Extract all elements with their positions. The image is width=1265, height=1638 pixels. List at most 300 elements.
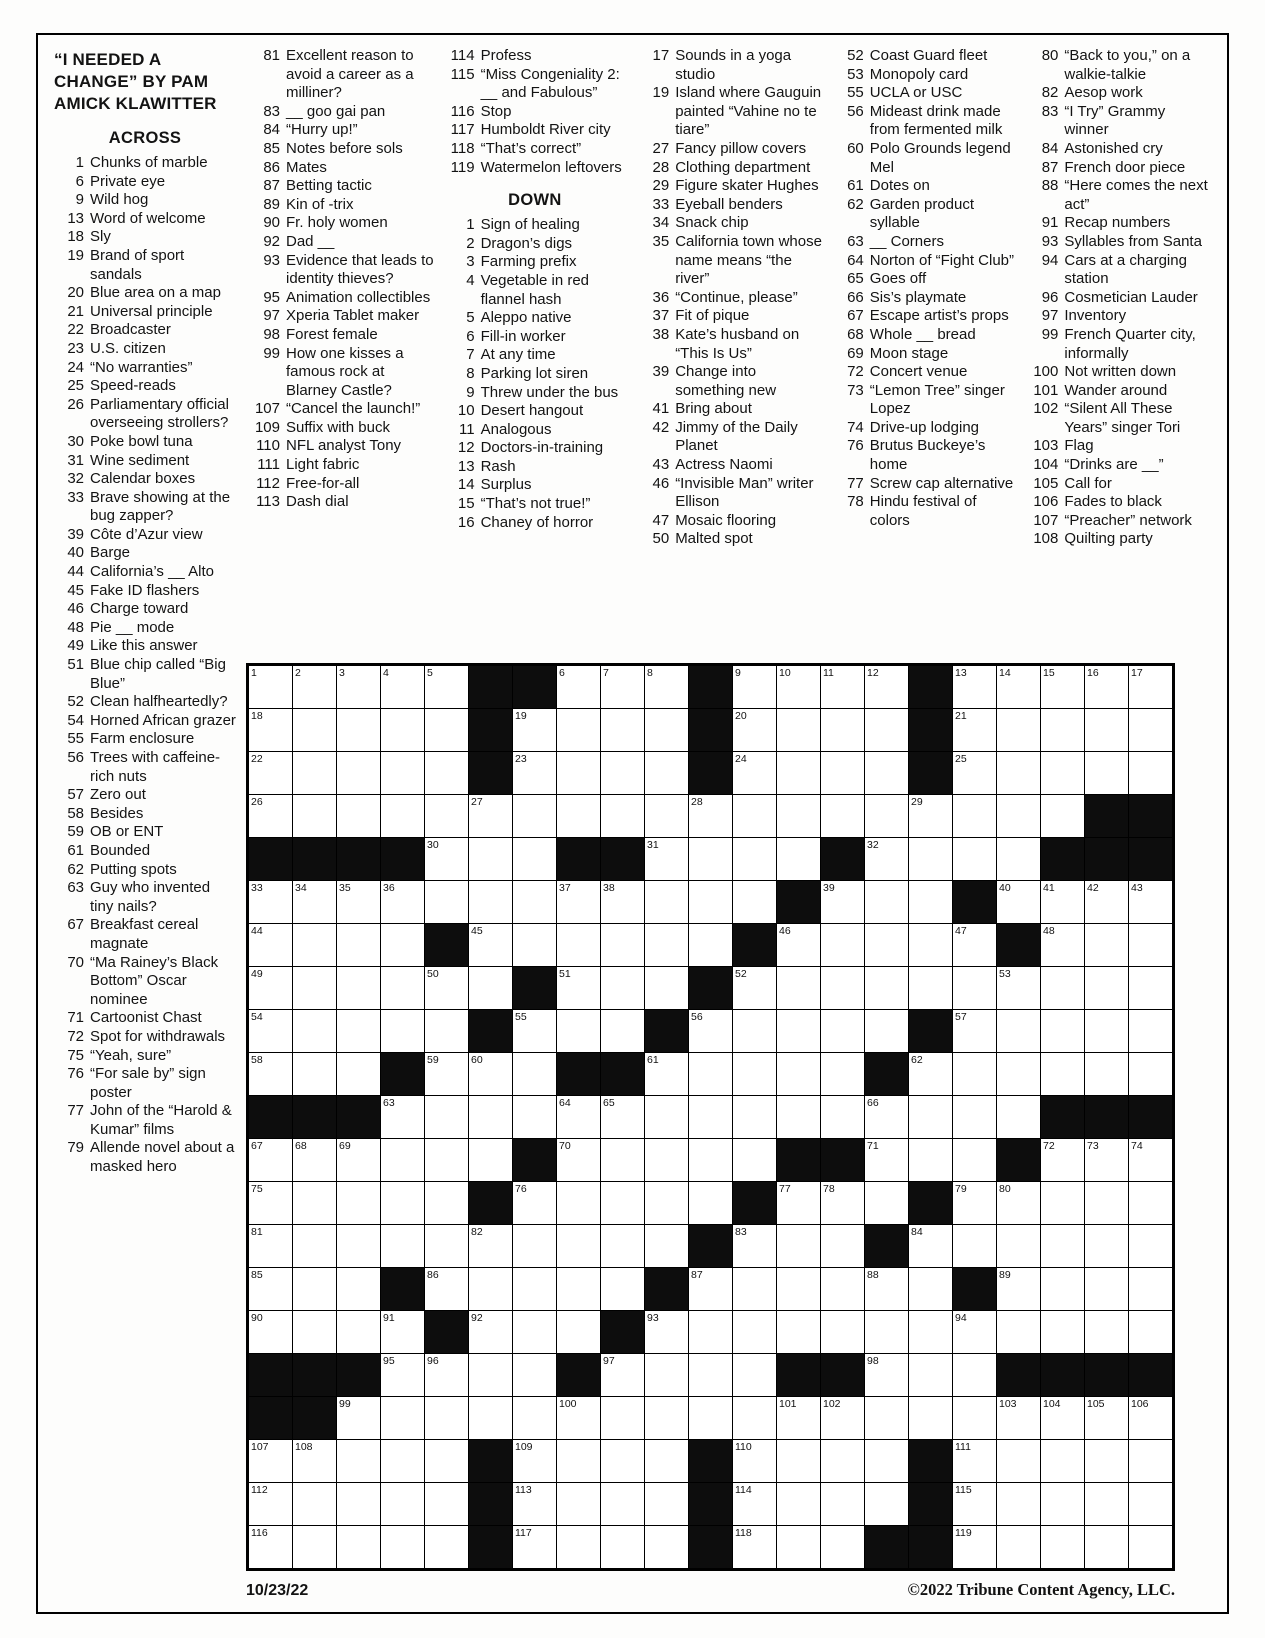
grid-cell[interactable] [601,967,644,1009]
grid-cell[interactable] [997,666,1040,708]
grid-cell[interactable] [865,1139,908,1181]
grid-cell[interactable] [425,1440,468,1482]
grid-cell[interactable] [1085,1182,1128,1224]
grid-cell[interactable] [777,709,820,751]
grid-cell[interactable] [953,1354,996,1396]
grid-cell[interactable] [865,1010,908,1052]
grid-cell[interactable] [293,881,336,923]
grid-cell[interactable] [997,1397,1040,1439]
grid-cell[interactable] [337,1225,380,1267]
grid-cell[interactable] [953,1526,996,1568]
grid-cell[interactable] [425,1010,468,1052]
grid-cell[interactable] [953,752,996,794]
grid-cell[interactable] [689,1139,732,1181]
grid-cell[interactable] [689,1010,732,1052]
grid-cell[interactable] [865,838,908,880]
grid-cell[interactable] [645,1526,688,1568]
grid-cell[interactable] [733,881,776,923]
grid-cell[interactable] [865,1354,908,1396]
grid-cell[interactable] [1085,709,1128,751]
grid-cell[interactable] [557,795,600,837]
grid-cell[interactable] [777,1010,820,1052]
grid-cell[interactable] [733,1440,776,1482]
grid-cell[interactable] [425,1268,468,1310]
grid-cell[interactable] [909,1354,952,1396]
grid-cell[interactable] [469,795,512,837]
grid-cell[interactable] [557,1311,600,1353]
grid-cell[interactable] [953,1139,996,1181]
grid-cell[interactable] [425,666,468,708]
grid-cell[interactable] [909,924,952,966]
grid-cell[interactable] [469,881,512,923]
grid-cell[interactable] [381,1010,424,1052]
grid-cell[interactable] [997,1483,1040,1525]
grid-cell[interactable] [777,1397,820,1439]
grid-cell[interactable] [953,838,996,880]
grid-cell[interactable] [1129,1182,1172,1224]
grid-cell[interactable] [865,709,908,751]
grid-cell[interactable] [381,924,424,966]
grid-cell[interactable] [1041,752,1084,794]
grid-cell[interactable] [865,752,908,794]
grid-cell[interactable] [1085,1483,1128,1525]
grid-cell[interactable] [513,1096,556,1138]
grid-cell[interactable] [645,1483,688,1525]
grid-cell[interactable] [777,1096,820,1138]
grid-cell[interactable] [425,795,468,837]
grid-cell[interactable] [645,795,688,837]
grid-cell[interactable] [1041,1139,1084,1181]
grid-cell[interactable] [997,1268,1040,1310]
grid-cell[interactable] [1041,881,1084,923]
grid-cell[interactable] [1041,1010,1084,1052]
grid-cell[interactable] [249,1010,292,1052]
grid-cell[interactable] [293,795,336,837]
grid-cell[interactable] [249,1053,292,1095]
grid-cell[interactable] [601,1010,644,1052]
grid-cell[interactable] [249,1440,292,1482]
grid-cell[interactable] [381,795,424,837]
grid-cell[interactable] [953,795,996,837]
grid-cell[interactable] [821,752,864,794]
grid-cell[interactable] [249,752,292,794]
grid-cell[interactable] [293,1053,336,1095]
grid-cell[interactable] [557,967,600,1009]
grid-cell[interactable] [557,1139,600,1181]
grid-cell[interactable] [1041,795,1084,837]
grid-cell[interactable] [1085,924,1128,966]
grid-cell[interactable] [997,1225,1040,1267]
grid-cell[interactable] [601,752,644,794]
grid-cell[interactable] [865,1397,908,1439]
grid-cell[interactable] [1129,924,1172,966]
grid-cell[interactable] [909,1268,952,1310]
grid-cell[interactable] [557,752,600,794]
grid-cell[interactable] [865,1440,908,1482]
grid-cell[interactable] [293,709,336,751]
grid-cell[interactable] [1129,1139,1172,1181]
grid-cell[interactable] [293,924,336,966]
grid-cell[interactable] [337,1440,380,1482]
grid-cell[interactable] [1041,666,1084,708]
grid-cell[interactable] [953,1010,996,1052]
grid-cell[interactable] [645,967,688,1009]
grid-cell[interactable] [337,881,380,923]
grid-cell[interactable] [953,1182,996,1224]
grid-cell[interactable] [557,709,600,751]
grid-cell[interactable] [821,967,864,1009]
grid-cell[interactable] [469,1096,512,1138]
grid-cell[interactable] [513,709,556,751]
grid-cell[interactable] [1129,1397,1172,1439]
grid-cell[interactable] [249,709,292,751]
grid-cell[interactable] [1085,1225,1128,1267]
grid-cell[interactable] [1041,1268,1084,1310]
grid-cell[interactable] [381,1483,424,1525]
grid-cell[interactable] [293,666,336,708]
grid-cell[interactable] [601,795,644,837]
grid-cell[interactable] [997,1182,1040,1224]
grid-cell[interactable] [733,1096,776,1138]
grid-cell[interactable] [953,709,996,751]
grid-cell[interactable] [557,1483,600,1525]
grid-cell[interactable] [293,1182,336,1224]
grid-cell[interactable] [601,1096,644,1138]
grid-cell[interactable] [689,1354,732,1396]
grid-cell[interactable] [821,1053,864,1095]
grid-cell[interactable] [249,1483,292,1525]
grid-cell[interactable] [381,1354,424,1396]
grid-cell[interactable] [381,1182,424,1224]
grid-cell[interactable] [513,1483,556,1525]
grid-cell[interactable] [1041,709,1084,751]
grid-cell[interactable] [821,1010,864,1052]
grid-cell[interactable] [337,1010,380,1052]
grid-cell[interactable] [865,1182,908,1224]
grid-cell[interactable] [645,1225,688,1267]
grid-cell[interactable] [337,967,380,1009]
grid-cell[interactable] [293,1440,336,1482]
grid-cell[interactable] [645,838,688,880]
grid-cell[interactable] [557,1225,600,1267]
grid-cell[interactable] [337,709,380,751]
grid-cell[interactable] [601,1354,644,1396]
grid-cell[interactable] [337,1397,380,1439]
grid-cell[interactable] [733,1397,776,1439]
grid-cell[interactable] [381,1311,424,1353]
grid-cell[interactable] [777,1483,820,1525]
grid-cell[interactable] [953,967,996,1009]
grid-cell[interactable] [777,1225,820,1267]
grid-cell[interactable] [381,1225,424,1267]
grid-cell[interactable] [557,1010,600,1052]
grid-cell[interactable] [645,752,688,794]
grid-cell[interactable] [909,838,952,880]
grid-cell[interactable] [645,1311,688,1353]
grid-cell[interactable] [513,1397,556,1439]
grid-cell[interactable] [337,1483,380,1525]
grid-cell[interactable] [337,1311,380,1353]
grid-cell[interactable] [1085,1440,1128,1482]
grid-cell[interactable] [909,1053,952,1095]
grid-cell[interactable] [337,752,380,794]
grid-cell[interactable] [513,795,556,837]
grid-cell[interactable] [733,1010,776,1052]
grid-cell[interactable] [425,1182,468,1224]
grid-cell[interactable] [689,1053,732,1095]
grid-cell[interactable] [1085,752,1128,794]
grid-cell[interactable] [777,1526,820,1568]
grid-cell[interactable] [337,924,380,966]
grid-cell[interactable] [1129,967,1172,1009]
grid-cell[interactable] [1085,1139,1128,1181]
grid-cell[interactable] [777,1268,820,1310]
grid-cell[interactable] [1041,1483,1084,1525]
grid-cell[interactable] [601,1225,644,1267]
grid-cell[interactable] [777,666,820,708]
grid-cell[interactable] [909,1139,952,1181]
grid-cell[interactable] [469,924,512,966]
grid-cell[interactable] [513,1354,556,1396]
grid-cell[interactable] [601,1268,644,1310]
grid-cell[interactable] [997,967,1040,1009]
grid-cell[interactable] [733,795,776,837]
grid-cell[interactable] [1129,666,1172,708]
grid-cell[interactable] [425,752,468,794]
grid-cell[interactable] [733,1483,776,1525]
grid-cell[interactable] [821,1311,864,1353]
grid-cell[interactable] [337,1268,380,1310]
grid-cell[interactable] [733,967,776,1009]
grid-cell[interactable] [645,1440,688,1482]
grid-cell[interactable] [1129,1526,1172,1568]
grid-cell[interactable] [249,881,292,923]
grid-cell[interactable] [821,1397,864,1439]
grid-cell[interactable] [293,1010,336,1052]
grid-cell[interactable] [689,1182,732,1224]
grid-cell[interactable] [1129,881,1172,923]
grid-cell[interactable] [645,709,688,751]
grid-cell[interactable] [777,924,820,966]
grid-cell[interactable] [821,881,864,923]
grid-cell[interactable] [425,1397,468,1439]
grid-cell[interactable] [337,666,380,708]
grid-cell[interactable] [557,924,600,966]
grid-cell[interactable] [953,1225,996,1267]
grid-cell[interactable] [865,924,908,966]
grid-cell[interactable] [909,1096,952,1138]
grid-cell[interactable] [513,752,556,794]
grid-cell[interactable] [293,1483,336,1525]
grid-cell[interactable] [249,1526,292,1568]
grid-cell[interactable] [1041,1526,1084,1568]
grid-cell[interactable] [865,881,908,923]
grid-cell[interactable] [601,1397,644,1439]
grid-cell[interactable] [601,1182,644,1224]
grid-cell[interactable] [997,1010,1040,1052]
grid-cell[interactable] [865,666,908,708]
grid-cell[interactable] [513,1440,556,1482]
grid-cell[interactable] [733,709,776,751]
grid-cell[interactable] [865,1311,908,1353]
grid-cell[interactable] [821,1440,864,1482]
grid-cell[interactable] [821,1483,864,1525]
grid-cell[interactable] [777,795,820,837]
grid-cell[interactable] [733,1311,776,1353]
grid-cell[interactable] [513,1225,556,1267]
grid-cell[interactable] [425,881,468,923]
grid-cell[interactable] [381,1139,424,1181]
grid-cell[interactable] [1085,1053,1128,1095]
grid-cell[interactable] [997,838,1040,880]
grid-cell[interactable] [601,666,644,708]
grid-cell[interactable] [249,1268,292,1310]
grid-cell[interactable] [1041,1182,1084,1224]
grid-cell[interactable] [821,795,864,837]
grid-cell[interactable] [381,1096,424,1138]
grid-cell[interactable] [645,1053,688,1095]
grid-cell[interactable] [821,1268,864,1310]
grid-cell[interactable] [865,1096,908,1138]
grid-cell[interactable] [601,1440,644,1482]
grid-cell[interactable] [249,666,292,708]
grid-cell[interactable] [865,1483,908,1525]
grid-cell[interactable] [953,666,996,708]
grid-cell[interactable] [865,795,908,837]
grid-cell[interactable] [645,1182,688,1224]
grid-cell[interactable] [821,1526,864,1568]
grid-cell[interactable] [909,795,952,837]
grid-cell[interactable] [821,924,864,966]
grid-cell[interactable] [469,1053,512,1095]
grid-cell[interactable] [513,1010,556,1052]
grid-cell[interactable] [381,1526,424,1568]
grid-cell[interactable] [557,1526,600,1568]
grid-cell[interactable] [425,1096,468,1138]
grid-cell[interactable] [381,1397,424,1439]
grid-cell[interactable] [821,666,864,708]
grid-cell[interactable] [953,1440,996,1482]
grid-cell[interactable] [689,838,732,880]
grid-cell[interactable] [601,709,644,751]
grid-cell[interactable] [513,1526,556,1568]
grid-cell[interactable] [425,1225,468,1267]
grid-cell[interactable] [337,795,380,837]
grid-cell[interactable] [997,795,1040,837]
grid-cell[interactable] [689,881,732,923]
grid-cell[interactable] [249,1182,292,1224]
grid-cell[interactable] [557,1096,600,1138]
grid-cell[interactable] [1085,1311,1128,1353]
grid-cell[interactable] [469,1397,512,1439]
grid-cell[interactable] [645,924,688,966]
grid-cell[interactable] [557,1397,600,1439]
grid-cell[interactable] [425,1526,468,1568]
grid-cell[interactable] [513,881,556,923]
grid-cell[interactable] [909,1225,952,1267]
grid-cell[interactable] [249,1139,292,1181]
grid-cell[interactable] [733,1526,776,1568]
grid-cell[interactable] [953,1096,996,1138]
grid-cell[interactable] [601,1483,644,1525]
grid-cell[interactable] [733,1139,776,1181]
grid-cell[interactable] [1085,1397,1128,1439]
grid-cell[interactable] [1041,924,1084,966]
grid-cell[interactable] [689,1397,732,1439]
grid-cell[interactable] [997,709,1040,751]
grid-cell[interactable] [1129,1225,1172,1267]
grid-cell[interactable] [469,838,512,880]
grid-cell[interactable] [513,1268,556,1310]
grid-cell[interactable] [1085,1010,1128,1052]
grid-cell[interactable] [777,1182,820,1224]
grid-cell[interactable] [777,752,820,794]
grid-cell[interactable] [733,1354,776,1396]
grid-cell[interactable] [777,1311,820,1353]
grid-cell[interactable] [337,1526,380,1568]
grid-cell[interactable] [293,1268,336,1310]
grid-cell[interactable] [513,924,556,966]
grid-cell[interactable] [1129,709,1172,751]
grid-cell[interactable] [689,795,732,837]
grid-cell[interactable] [865,1268,908,1310]
grid-cell[interactable] [557,1182,600,1224]
grid-cell[interactable] [513,838,556,880]
grid-cell[interactable] [425,967,468,1009]
grid-cell[interactable] [689,1096,732,1138]
grid-cell[interactable] [425,1354,468,1396]
grid-cell[interactable] [953,1053,996,1095]
grid-cell[interactable] [425,1053,468,1095]
grid-cell[interactable] [1041,1440,1084,1482]
grid-cell[interactable] [293,1311,336,1353]
grid-cell[interactable] [909,967,952,1009]
grid-cell[interactable] [1129,1483,1172,1525]
grid-cell[interactable] [733,838,776,880]
grid-cell[interactable] [249,1311,292,1353]
grid-cell[interactable] [821,1225,864,1267]
grid-cell[interactable] [865,967,908,1009]
grid-cell[interactable] [689,924,732,966]
grid-cell[interactable] [997,881,1040,923]
grid-cell[interactable] [1041,967,1084,1009]
grid-cell[interactable] [425,709,468,751]
grid-cell[interactable] [337,1182,380,1224]
grid-cell[interactable] [249,1225,292,1267]
grid-cell[interactable] [733,1053,776,1095]
grid-cell[interactable] [513,1182,556,1224]
grid-cell[interactable] [997,752,1040,794]
grid-cell[interactable] [1085,967,1128,1009]
grid-cell[interactable] [1129,1010,1172,1052]
grid-cell[interactable] [953,1311,996,1353]
grid-cell[interactable] [645,1397,688,1439]
grid-cell[interactable] [425,1139,468,1181]
grid-cell[interactable] [513,1053,556,1095]
grid-cell[interactable] [821,709,864,751]
grid-cell[interactable] [953,1483,996,1525]
grid-cell[interactable] [293,1526,336,1568]
grid-cell[interactable] [249,795,292,837]
grid-cell[interactable] [1085,1526,1128,1568]
grid-cell[interactable] [557,1440,600,1482]
grid-cell[interactable] [1041,1225,1084,1267]
grid-cell[interactable] [293,1139,336,1181]
grid-cell[interactable] [997,1526,1040,1568]
grid-cell[interactable] [557,666,600,708]
grid-cell[interactable] [645,881,688,923]
grid-cell[interactable] [689,1268,732,1310]
